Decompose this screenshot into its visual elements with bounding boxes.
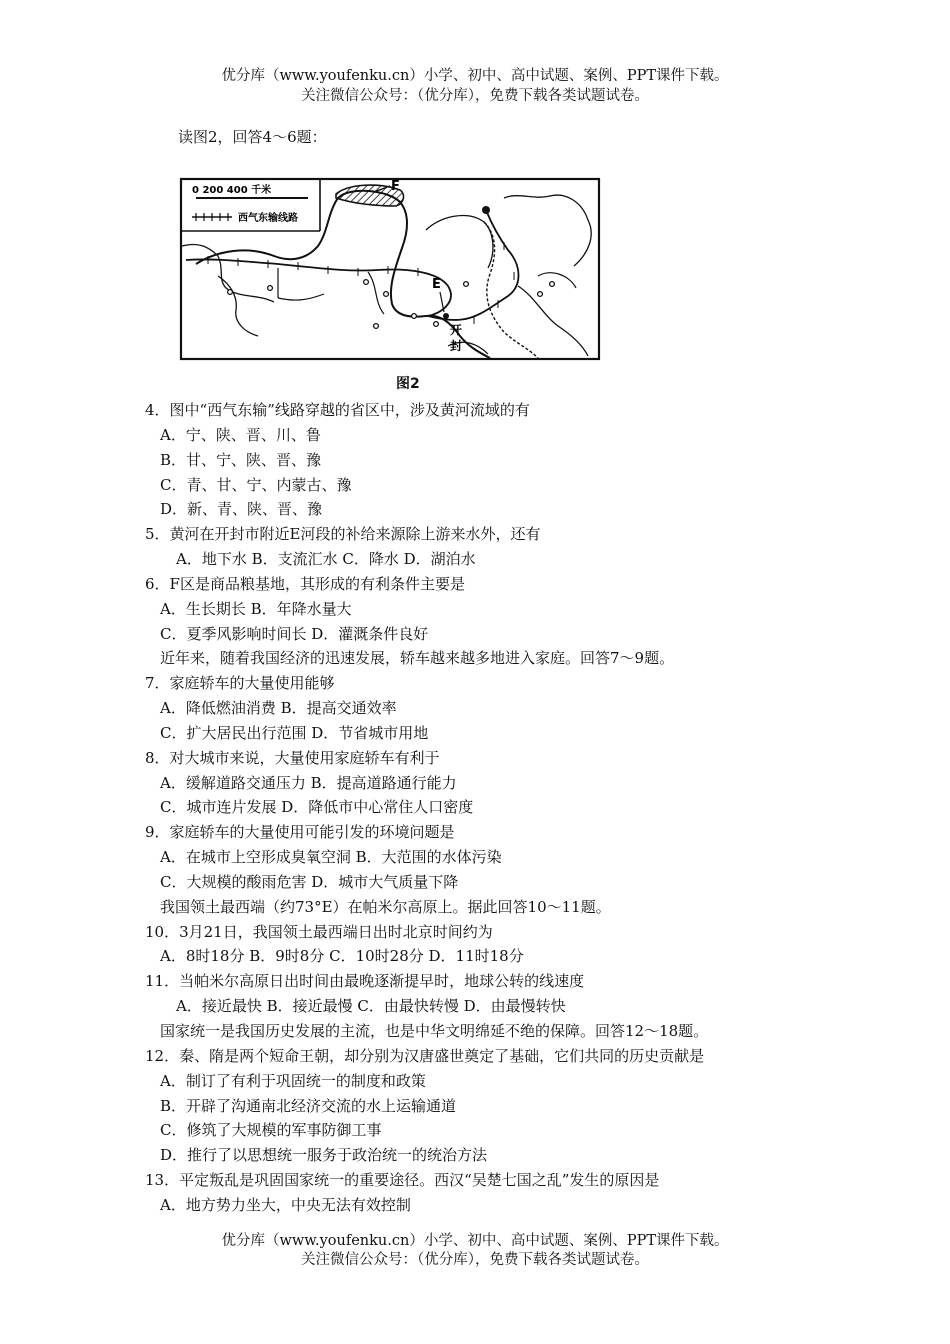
q9-stem: 9．家庭轿车的大量使用可能引发的环境问题是 [145,823,455,841]
q4-option-b: B．甘、宁、陕、晋、豫 [160,451,322,469]
q6-stem: 6．F区是商品粮基地，其形成的有利条件主要是 [145,575,465,593]
q13-option-a: A．地方势力坐大，中央无法有效控制 [160,1196,411,1214]
map-figure [178,176,602,362]
q5-stem: 5．黄河在开封市附近E河段的补给来源除上游来水外，还有 [145,525,541,543]
q7-stem: 7．家庭轿车的大量使用能够 [145,674,335,692]
header-line-1: 优分库（www.youfenku.cn）小学、初中、高中试题、案例、PPT课件下载。 [221,68,729,84]
figure-caption: 图2 [396,376,420,392]
label-city-2: 封 [450,339,463,353]
map-svg [178,176,602,362]
q4-option-c: C．青、甘、宁、内蒙古、豫 [160,476,352,494]
footer-line-2: 关注微信公众号：（优分库），免费下载各类试题试卷。 [301,1252,649,1268]
header-line-2: 关注微信公众号：（优分库），免费下载各类试题试卷。 [301,88,649,104]
q4-stem: 4．图中“西气东输”线路穿越的省区中，涉及黄河流域的有 [145,401,530,419]
q8-options-ab: A．缓解道路交通压力 B．提高道路通行能力 [160,774,457,792]
q7-options-ab: A．降低燃油消费 B．提高交通效率 [160,699,397,717]
q10-options: A．8时18分 B．9时8分 C．10时28分 D．11时18分 [160,947,524,965]
q12-option-a: A．制订了有利于巩固统一的制度和政策 [160,1072,426,1090]
passage-7-9: 近年来，随着我国经济的迅速发展，轿车越来越多地进入家庭。回答7～9题。 [160,649,675,667]
q8-options-cd: C．城市连片发展 D．降低市中心常住人口密度 [160,798,474,816]
q4-option-d: D．新、青、陕、晋、豫 [160,500,323,518]
q5-options: A．地下水 B．支流汇水 C．降水 D．湖泊水 [176,550,476,568]
q13-stem: 13．平定叛乱是巩固国家统一的重要途径。西汉“吴楚七国之乱”发生的原因是 [145,1171,660,1189]
passage-10-11: 我国领土最西端（约73°E）在帕米尔高原上。据此回答10～11题。 [160,898,611,916]
q12-stem: 12．秦、隋是两个短命王朝，却分别为汉唐盛世奠定了基础，它们共同的历史贡献是 [145,1047,705,1065]
q7-options-cd: C．扩大居民出行范围 D．节省城市用地 [160,724,429,742]
pipeline-end-marker [482,206,490,214]
q12-option-d: D．推行了以思想统一服务于政治统一的统治方法 [160,1146,488,1164]
q12-option-b: B．开辟了沟通南北经济交流的水上运输通道 [160,1097,457,1115]
q6-options-ab: A．生长期长 B．年降水量大 [160,600,352,618]
q9-options-ab: A．在城市上空形成臭氧空洞 B．大范围的水体污染 [160,848,502,866]
label-f: F [391,179,400,194]
intro-text: 读图2，回答4～6题： [178,128,327,146]
passage-12-18: 国家统一是我国历史发展的主流，也是中华文明绵延不绝的保障。回答12～18题。 [160,1022,709,1040]
q9-options-cd: C．大规模的酸雨危害 D．城市大气质量下降 [160,873,459,891]
q11-options: A．接近最快 B．接近最慢 C．由最快转慢 D．由最慢转快 [176,997,566,1015]
label-e: E [432,277,441,292]
q6-options-cd: C．夏季风影响时间长 D．灌溉条件良好 [160,625,429,643]
footer-line-1: 优分库（www.youfenku.cn）小学、初中、高中试题、案例、PPT课件下载。 [221,1233,729,1249]
q4-option-a: A．宁、陕、晋、川、鲁 [160,426,321,444]
q12-option-c: C．修筑了大规模的军事防御工事 [160,1121,382,1139]
map-legend-label: 西气东输线路 [238,213,298,224]
q11-stem: 11．当帕米尔高原日出时间由最晚逐渐提早时，地球公转的线速度 [145,972,585,990]
q10-stem: 10．3月21日，我国领土最西端日出时北京时间约为 [145,923,493,941]
q8-stem: 8．对大城市来说，大量使用家庭轿车有利于 [145,749,440,767]
map-scale: 0 200 400 千米 [192,185,272,196]
label-city-1: 开 [450,323,463,337]
